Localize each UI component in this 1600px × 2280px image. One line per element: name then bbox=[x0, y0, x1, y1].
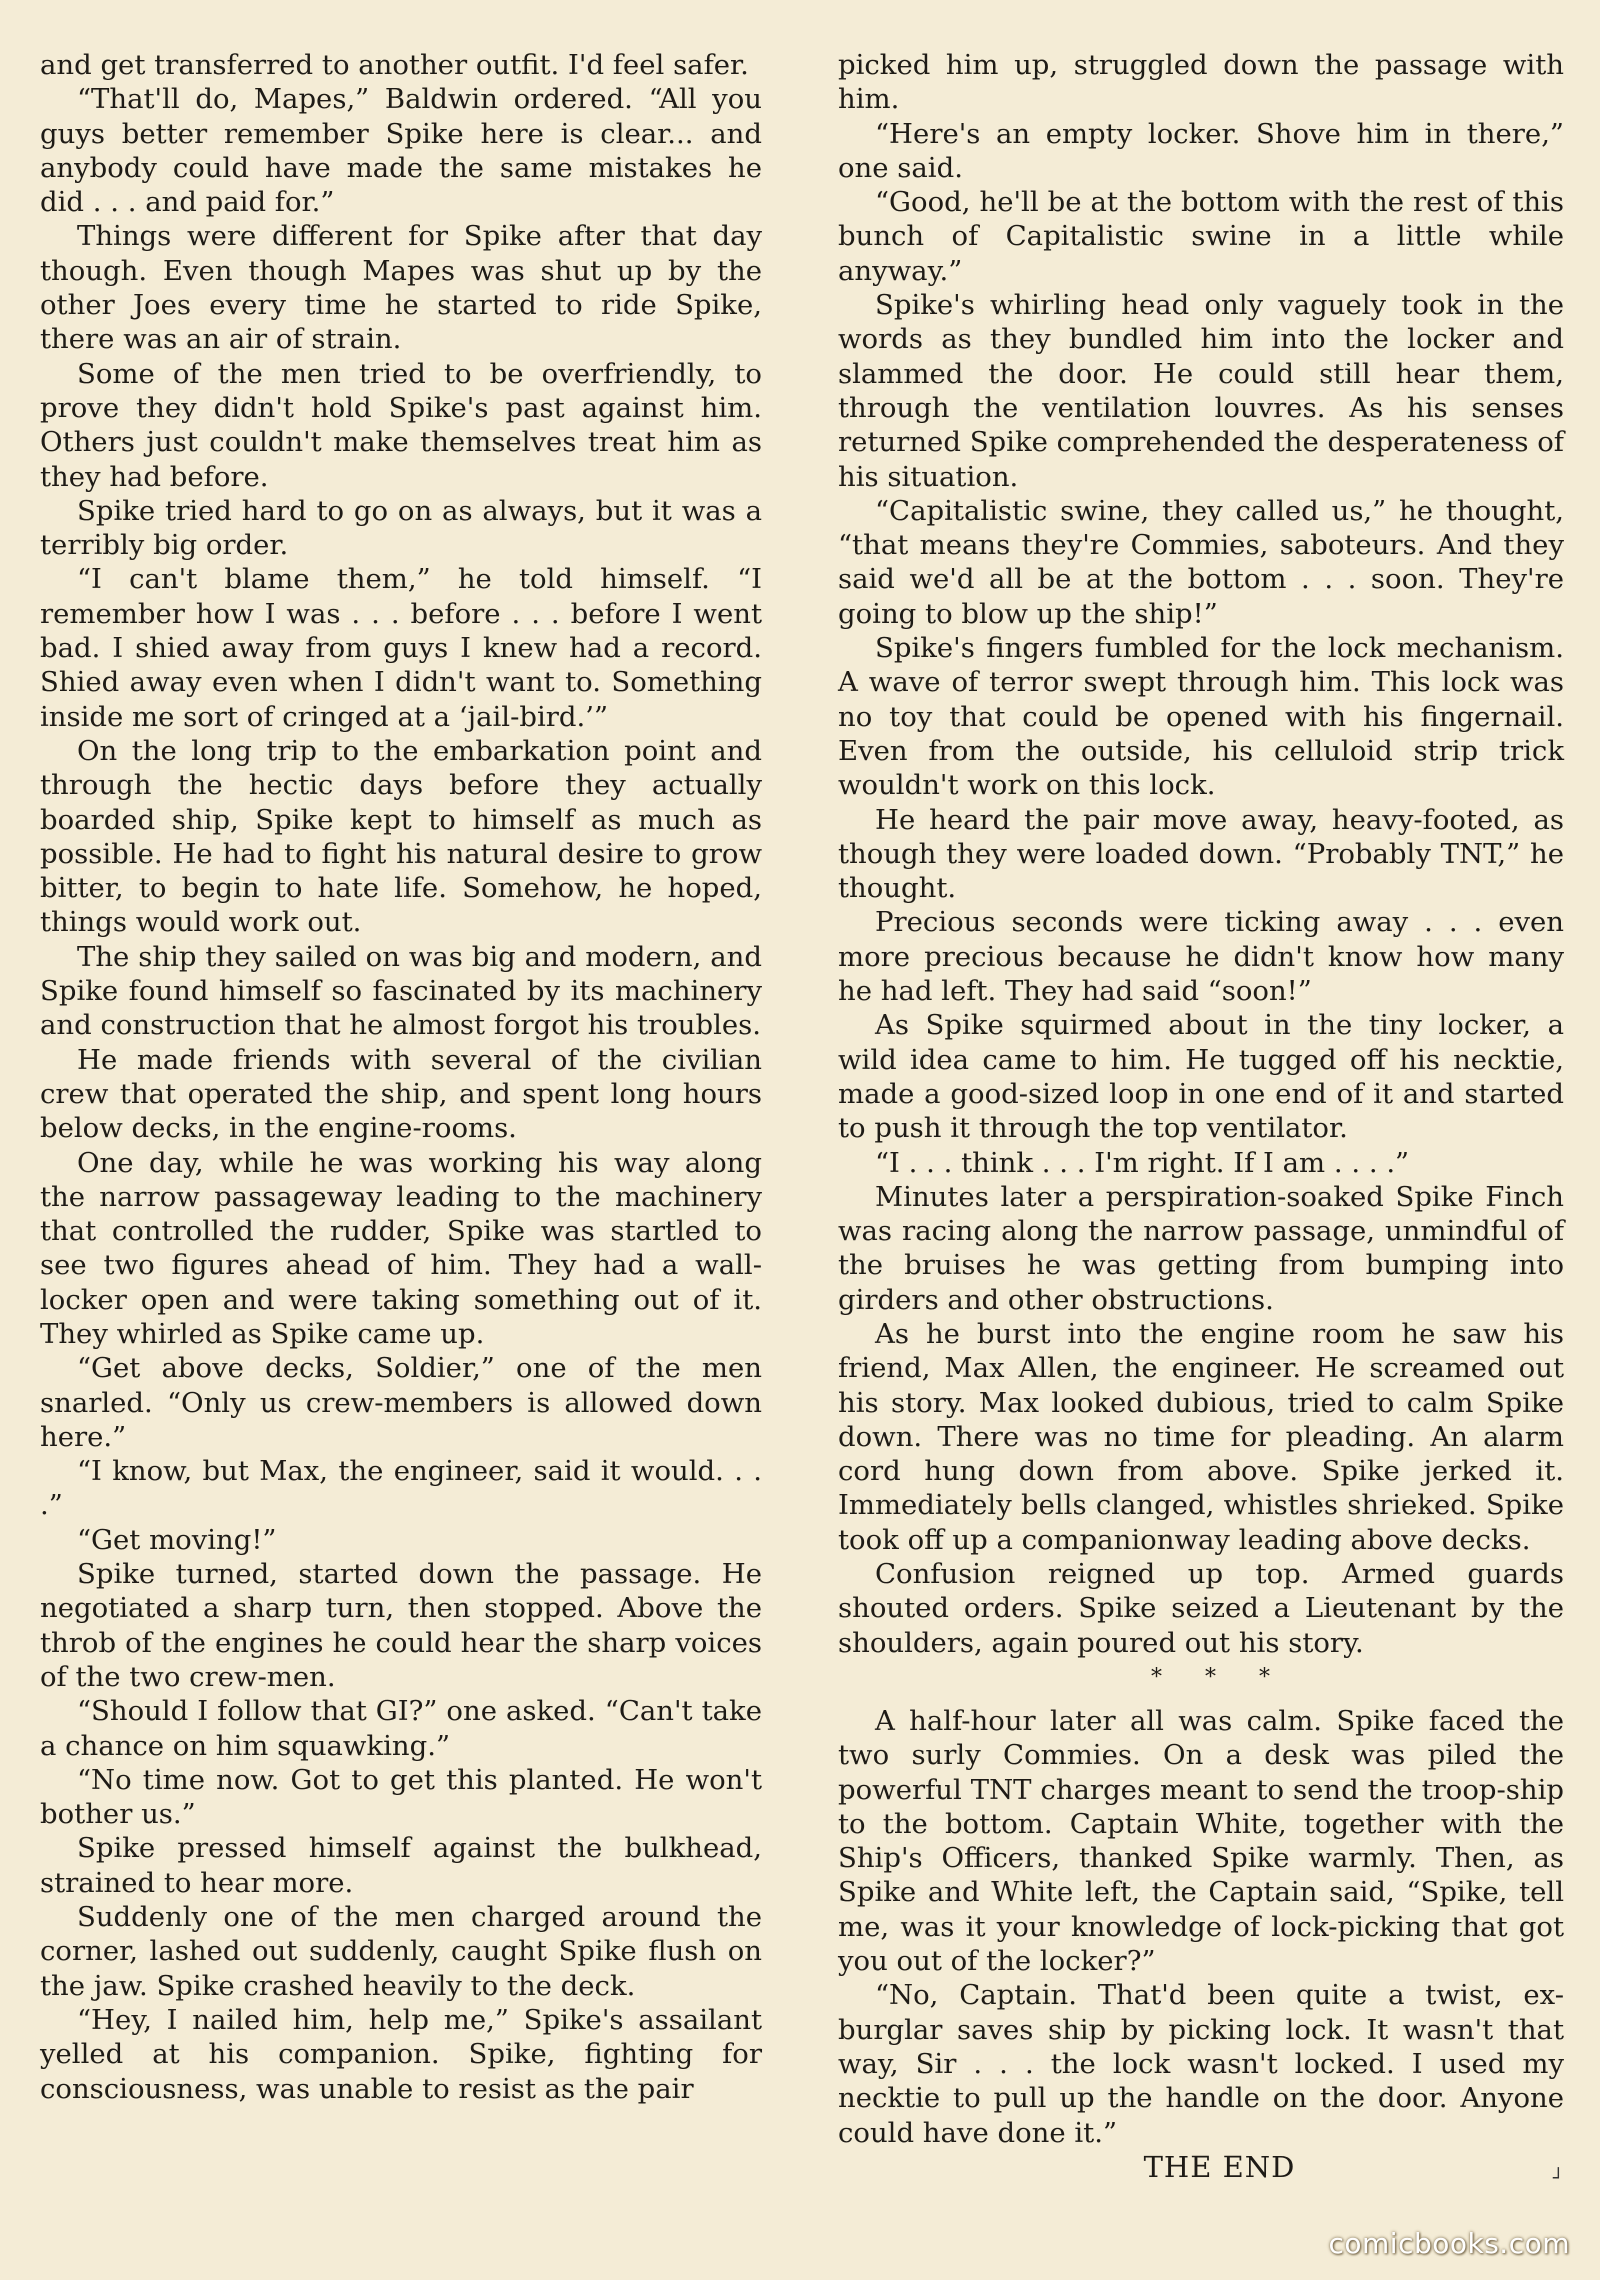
paragraph: Precious seconds were ticking away . . . even more precious because he didn't know how many he had left. They had said “soon!” bbox=[838, 906, 1564, 1008]
paragraph: “No time now. Got to get this planted. He won't bother us.” bbox=[40, 1763, 762, 1831]
paragraph: Confusion reigned up top. Armed guards shouted orders. Spike seized a Lieutenant by the shoulders, again poured out his story. bbox=[838, 1558, 1564, 1659]
paragraph: “Capitalistic swine, they called us,” he thought, “that means they're Commies, saboteurs. And they said we'd all be at the bottom . . . soon. They're going to blow up the ship!” bbox=[838, 494, 1564, 630]
paragraph: Spike tried hard to go on as always, but it was a terribly big order. bbox=[40, 494, 762, 562]
paragraph: Some of the men tried to be overfriendly, to prove they didn't hold Spike's past against him. Others just couldn't make themselves treat him as they had before. bbox=[40, 357, 762, 493]
section-separator: * * * bbox=[1151, 1664, 1288, 1690]
paragraph: Spike's fingers fumbled for the lock mechanism. A wave of terror swept through him. This lock was no toy that could be opened with his fingernail. Even from the outside, his celluloid strip trick wouldn't work on this lock. bbox=[838, 632, 1564, 802]
paragraph: A half-hour later all was calm. Spike faced the two surly Commies. On a desk was piled the powerful TNT charges meant to send the troop-ship to the bottom. Captain White, together with the Ship's Officers, thanked Spike warmly. Then, as Spike and White left, the Captain said, “Spike, tell me, was it your knowledge of lock-picking that got you out of the locker?” bbox=[838, 1704, 1564, 1978]
paragraph: “Here's an empty locker. Shove him in there,” one said. bbox=[838, 117, 1564, 184]
paragraph: He heard the pair move away, heavy-footed, as though they were loaded down. “Probably TNT,” he thought. bbox=[838, 803, 1564, 905]
paragraph: Spike pressed himself against the bulkhead, strained to hear more. bbox=[40, 1832, 762, 1899]
paragraph: “Get moving!” bbox=[77, 1523, 277, 1556]
paragraph: “No, Captain. That'd been quite a twist, ex-burglar saves ship by picking lock. It wasn't that way, Sir . . . the lock wasn't locked. I used my necktie to pull up the handle on the door. Anyone could have done it.” bbox=[838, 1979, 1564, 2149]
paragraph: Spike turned, started down the passage. He negotiated a sharp turn, then stopped. Above the throb of the engines he could hear the sharp voices of the two crew-men. bbox=[40, 1558, 762, 1693]
paragraph: As Spike squirmed about in the tiny locker, a wild idea came to him. He tugged off his necktie, made a good-sized loop in one end of it and started to push it through the top ventilator. bbox=[838, 1009, 1564, 1145]
paragraph: “I know, but Max, the engineer, said it would. . . .” bbox=[40, 1455, 762, 1522]
paragraph: One day, while he was working his way along the narrow passageway leading to the machinery that controlled the rudder, Spike was startled to see two figures ahead of him. They had a wall-locker open and were taking something out of it. They whirled as Spike came up. bbox=[40, 1146, 762, 1350]
paragraph: “Hey, I nailed him, help me,” Spike's assailant yelled at his companion. Spike, fighting for consciousness, was unable to resist as the pair bbox=[40, 2003, 762, 2105]
paragraph: On the long trip to the embarkation point and through the hectic days before they actually boarded ship, Spike kept to himself as much as possible. He had to fight his natural desire to grow bitter, to begin to hate life. Somehow, he hoped, things would work out. bbox=[40, 734, 762, 939]
paragraph: “I . . . think . . . I'm right. If I am . . . .” bbox=[875, 1146, 1410, 1179]
paragraph: “That'll do, Mapes,” Baldwin ordered. “All you guys better remember Spike here is clear... and anybody could have made the same mistakes he did . . . and paid for.” bbox=[40, 83, 762, 219]
paragraph: and get transferred to another outfit. I'd feel safer. bbox=[40, 49, 749, 81]
paragraph: picked him up, struggled down the passage with him. bbox=[838, 49, 1564, 116]
left-text-column bbox=[40, 48, 762, 2106]
spacer bbox=[838, 1696, 1564, 1704]
paragraph: Things were different for Spike after that day though. Even though Mapes was shut up by the other Joes every time he started to ride Spike, there was an air of strain. bbox=[40, 220, 762, 356]
paragraph: Suddenly one of the men charged around the corner, lashed out suddenly, caught Spike flush on the jaw. Spike crashed heavily to the deck. bbox=[40, 1901, 762, 2002]
the-end-label: THE END bbox=[1143, 2149, 1296, 2184]
paragraph: The ship they sailed on was big and modern, and Spike found himself so fascinated by its machinery and construction that he almost forgot his troubles. bbox=[40, 940, 762, 1042]
site-watermark: comicbooks.com bbox=[1328, 2227, 1570, 2260]
paragraph: “Good, he'll be at the bottom with the rest of this bunch of Capitalistic swine in a little while anyway.” bbox=[838, 186, 1564, 287]
right-text-column bbox=[838, 48, 1564, 2184]
paragraph: As he burst into the engine room he saw his friend, Max Allen, the engineer. He screamed out his story. Max looked dubious, tried to calm Spike down. There was no time for pleading. An alarm cord hung down from above. Spike jerked it. Immediately bells clanged, whistles shrieked. Spike took off up a companionway leading above decks. bbox=[838, 1317, 1564, 1556]
paragraph: “I can't blame them,” he told himself. “I remember how I was . . . before . . . before I went bad. I shied away from guys I knew had a record. Shied away even when I didn't want to. Something inside me sort of cringed at a ‘jail-bird.’” bbox=[40, 563, 762, 733]
corner-mark-icon: ┘ bbox=[1553, 2168, 1564, 2189]
paragraph: “Get above decks, Soldier,” one of the men snarled. “Only us crew-members is allowed down here.” bbox=[40, 1352, 762, 1453]
paragraph: He made friends with several of the civilian crew that operated the ship, and spent long hours below decks, in the engine-rooms. bbox=[40, 1043, 762, 1145]
paragraph: Spike's whirling head only vaguely took in the words as they bundled him into the locker and slammed the door. He could still hear them, through the ventilation louvres. As his senses returned Spike comprehended the desperateness of his situation. bbox=[838, 289, 1564, 493]
paragraph: “Should I follow that GI?” one asked. “Can't take a chance on him squawking.” bbox=[40, 1695, 762, 1762]
paragraph: Minutes later a perspiration-soaked Spike Finch was racing along the narrow passage, unmindful of the bruises he was getting from bumping into girders and other obstructions. bbox=[838, 1180, 1564, 1316]
